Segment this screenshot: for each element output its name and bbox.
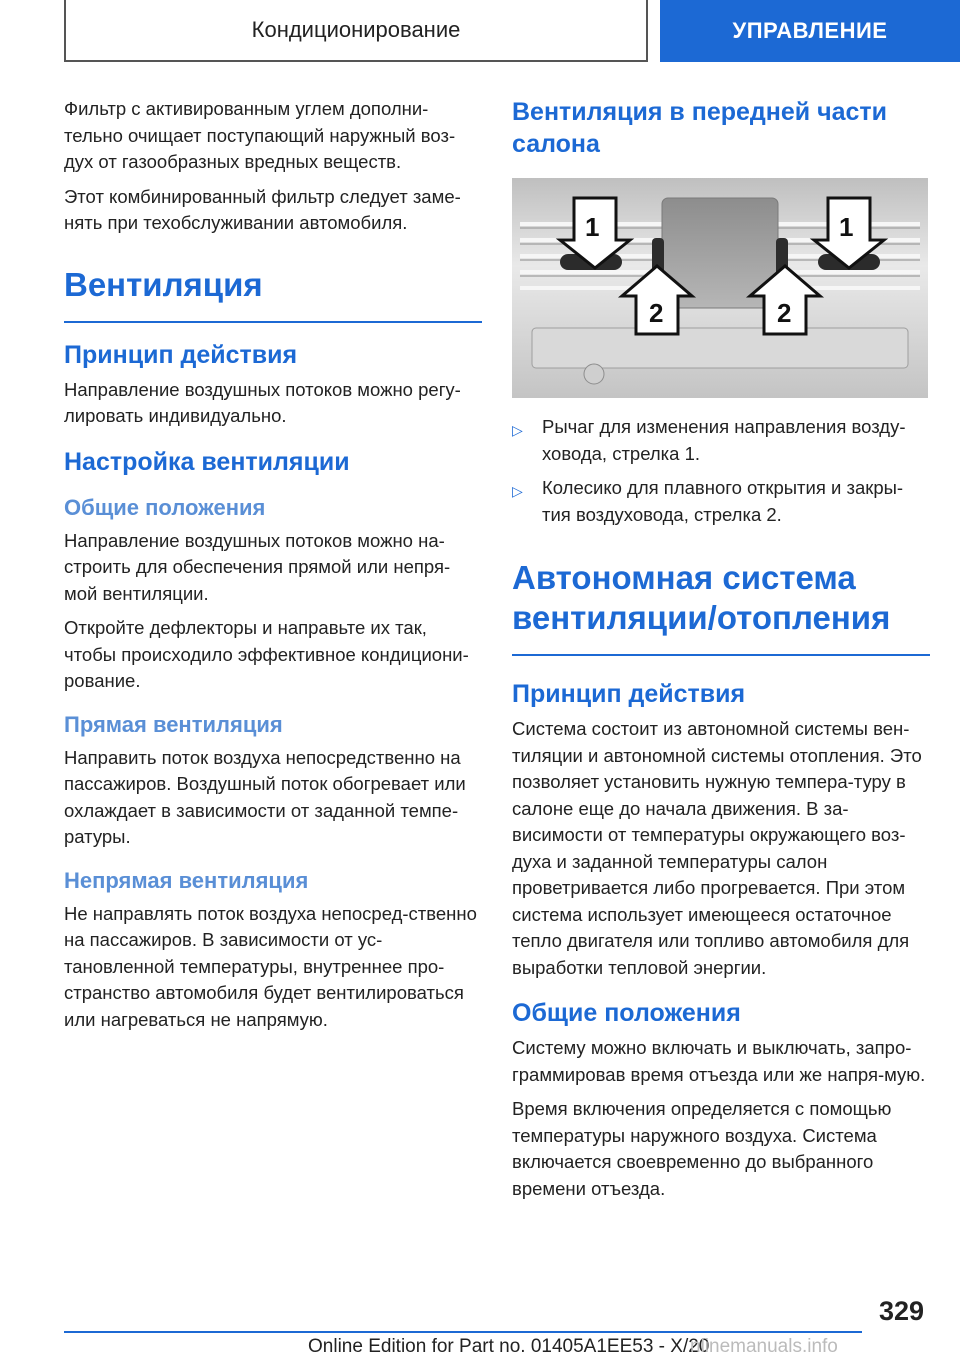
callout-2-right: 2	[777, 298, 792, 328]
dashboard-vents-figure	[512, 178, 928, 398]
heading-setup: Настройка вентиляции	[64, 447, 350, 476]
watermark: nlinemanuals.info	[690, 1336, 838, 1357]
paragraph: Этот комбинированный фильтр следует заме-нять при техобслуживании автомобиля.	[64, 185, 461, 233]
edition-info: Online Edition for Part no. 01405A1EE53 - X/20	[308, 1336, 710, 1357]
page-number: 329	[878, 1296, 924, 1326]
paragraph: Время включения определяется с помощью температуры наружного воздуха. Система включается своевременно до выбранного времени отъезда.	[512, 1098, 892, 1199]
bullet-text: Рычаг для изменения направления возду-ховода, стрелка 1.	[542, 416, 906, 464]
left-column	[64, 96, 482, 1041]
heading-front-ventilation: Вентиляция в передней части салона	[512, 98, 888, 158]
triangle-bullet-icon: ▷	[512, 422, 523, 438]
heading-principle: Принцип действия	[512, 680, 746, 708]
heading-general: Общие положения	[512, 999, 741, 1027]
section-title: Кондиционирование	[64, 0, 648, 62]
paragraph: Фильтр с активированным углем дополни-тельно очищает поступающий наружный воз-дух от газообразных вредных веществ.	[64, 98, 456, 172]
callout-1-right: 1	[839, 212, 854, 242]
callout-2-left: 2	[649, 298, 664, 328]
bullet-text: Колесико для плавного открытия и закры-тия воздуховода, стрелка 2.	[542, 477, 904, 525]
heading-autonomous-system: Автономная система вентиляции/отопления	[512, 558, 930, 656]
paragraph: Направить поток воздуха непосредственно на пассажиров. Воздушный поток обогревает или охлаждает в зависимости от заданной темпе-ратуры.	[64, 746, 466, 847]
paragraph: Направление воздушных потоков можно на-строить для обеспечения прямой или непря-мой вентиляции.	[64, 529, 451, 604]
paragraph: Система состоит из автономной системы вен-тиляции и автономной системы отопления. Это позволяет установить нужную темпера-туру в салоне еще до начала движения. В за-висимости от температуры окружающего воз-духа и заданной температуры салон проветривается либо прогревается. При этом система использует имеющееся остаточное тепло двигателя или топливо автомобиля для выработки тепловой энергии.	[512, 718, 922, 978]
chapter-tab: УПРАВЛЕНИЕ	[660, 0, 960, 62]
triangle-bullet-icon: ▷	[512, 483, 523, 499]
list-item	[512, 475, 930, 528]
right-column	[512, 96, 930, 1210]
paragraph: Откройте дефлекторы и направьте их так, чтобы происходило эффективное кондициони-рование.	[64, 617, 469, 691]
callout-1-left: 1	[585, 212, 600, 242]
heading-direct: Прямая вентиляция	[64, 711, 283, 737]
bullet-list	[512, 414, 930, 528]
paragraph: Систему можно включать и выключать, запро-граммировав время отъезда или же напря-мую.	[512, 1037, 926, 1085]
paragraph: Направление воздушных потоков можно регу-лировать индивидуально.	[64, 378, 461, 426]
heading-ventilation: Вентиляция	[64, 265, 482, 323]
heading-indirect: Непрямая вентиляция	[64, 867, 309, 893]
footer-divider	[64, 1331, 862, 1333]
paragraph: Не направлять поток воздуха непосред-ственно на пассажиров. В зависимости от ус-тановленной температуры, внутреннее про-странство автомобиля будет вентилироваться или нагреваться не напрямую.	[64, 902, 477, 1030]
list-item	[512, 414, 930, 467]
dashboard-vents-illustration	[512, 178, 928, 398]
heading-principle: Принцип действия	[64, 340, 298, 369]
heading-general: Общие положения	[64, 494, 266, 520]
